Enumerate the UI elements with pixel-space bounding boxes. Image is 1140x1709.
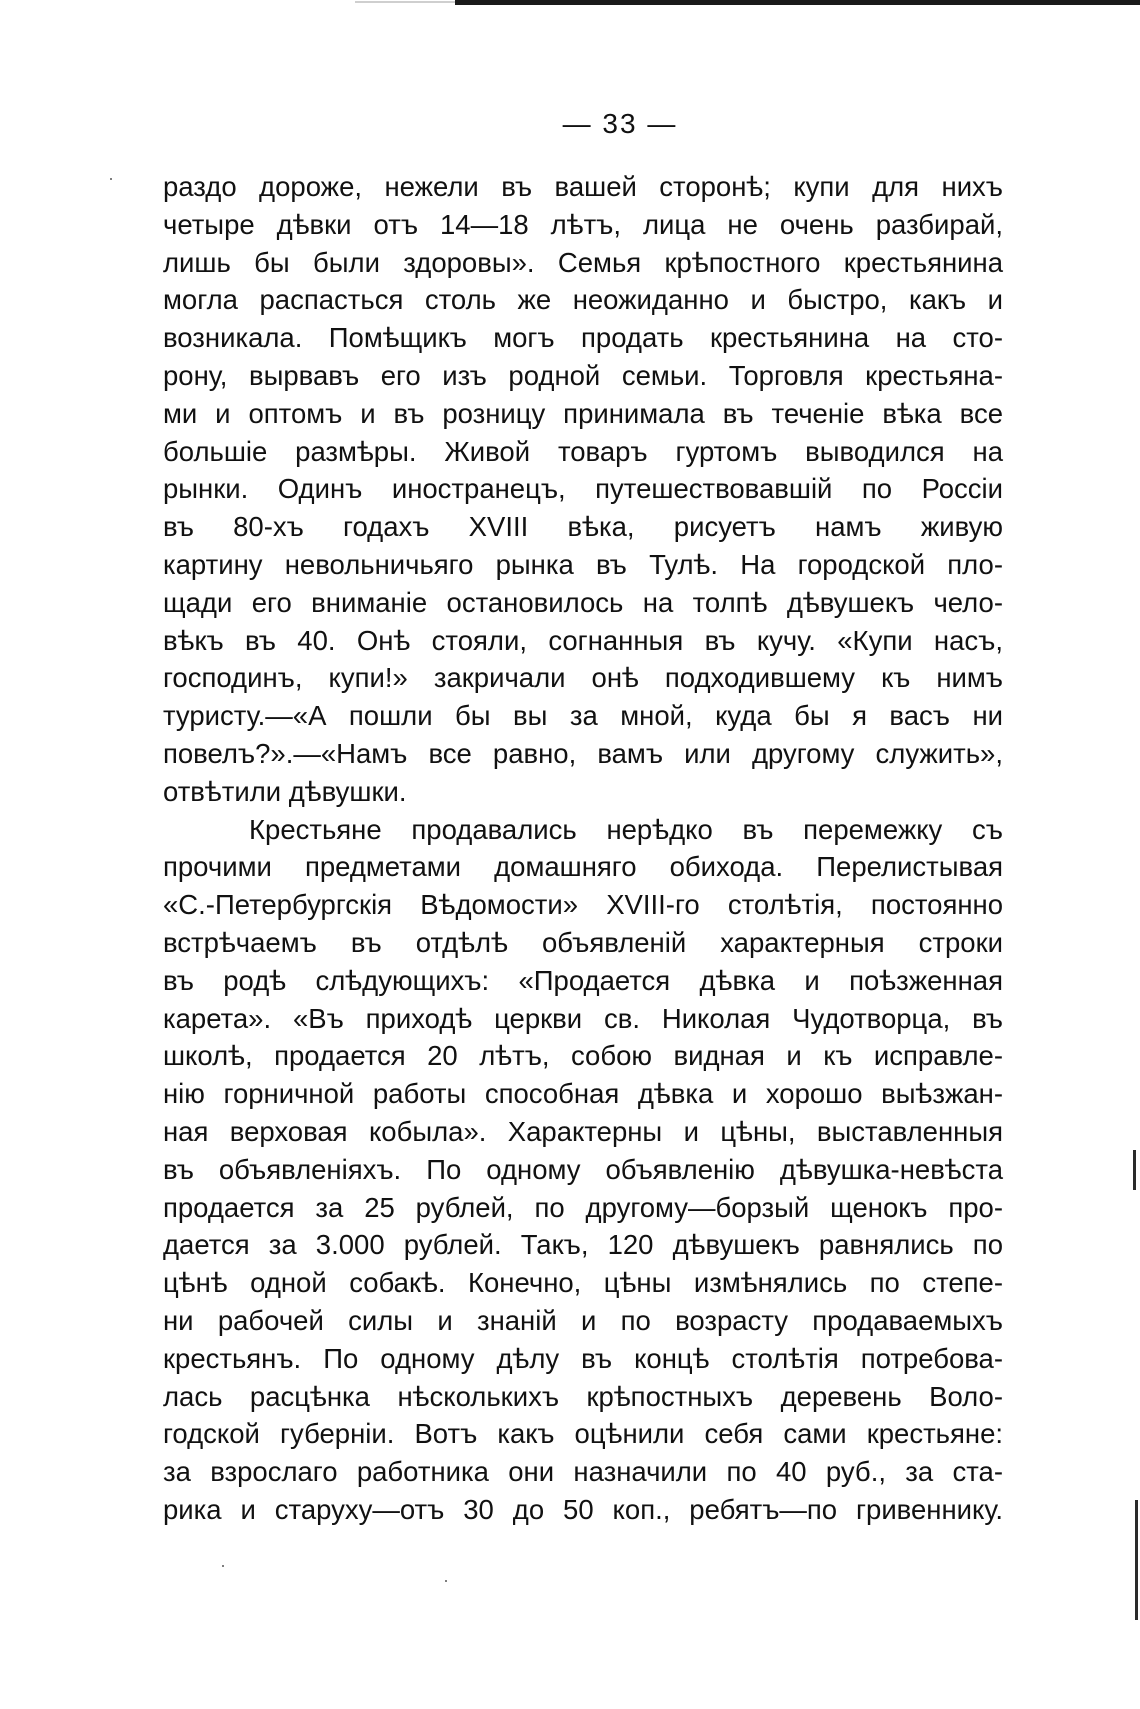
text-line: цѣнѣ одной собакѣ. Конечно, цѣны измѣнялись по степе- xyxy=(163,1267,1003,1299)
text-line: карета». «Въ приходѣ церкви св. Николая Чудотворца, въ xyxy=(163,1002,1003,1034)
text-line: продается за 25 рублей, по другому—борзый щенокъ про- xyxy=(163,1191,1003,1223)
paragraph-start-line: Крестьяне продавались нерѣдко въ перемежку съ xyxy=(249,813,1003,845)
text-line: рика и старуху—отъ 30 до 50 коп., ребятъ—по гривеннику. xyxy=(163,1493,1003,1525)
text-line: лишь бы были здоровы». Семья крѣпостного крестьянина xyxy=(163,246,1003,278)
text-line: картину невольничьяго рынка въ Тулѣ. На городской пло- xyxy=(163,548,1003,580)
text-line: «С.-Петербургскія Вѣдомости» XVIII-го столѣтія, постоянно xyxy=(163,889,1003,921)
top-edge-rule-faint xyxy=(355,1,455,3)
text-line: ная верховая кобыла». Характерны и цѣны, выставленныя xyxy=(163,1115,1003,1147)
body-text xyxy=(163,168,1003,1529)
text-line: годской губерніи. Вотъ какъ оцѣнили себя сами крестьяне: xyxy=(163,1418,1003,1450)
scan-speck xyxy=(222,1565,224,1567)
text-line: возникала. Помѣщикъ могъ продать крестьянина на сто- xyxy=(163,322,1003,354)
text-line: вѣкъ въ 40. Онѣ стояли, согнанныя въ кучу. «Купи насъ, xyxy=(163,624,1003,656)
text-line: могла распасться столь же неожиданно и быстро, какъ и xyxy=(163,284,1003,316)
text-line: нію горничной работы способная дѣвка и хорошо выѣзжан- xyxy=(163,1078,1003,1110)
scan-speck xyxy=(445,1580,447,1582)
text-line: ми и оптомъ и въ розницу принимала въ теченіе вѣка все xyxy=(163,397,1003,429)
text-line: рону, вырвавъ его изъ родной семьи. Торговля крестьяна- xyxy=(163,359,1003,391)
text-line: господинъ, купи!» закричали онѣ подходившему къ нимъ xyxy=(163,662,1003,694)
scan-edge-mark xyxy=(1133,1150,1136,1190)
text-line: въ объявленіяхъ. По одному объявленію дѣвушка-невѣста xyxy=(163,1153,1003,1185)
paragraph-end-line: отвѣтили дѣвушки. xyxy=(163,775,407,807)
text-line: въ 80-хъ годахъ XVIII вѣка, рисуетъ намъ живую xyxy=(163,511,1003,543)
text-line: четыре дѣвки отъ 14—18 лѣтъ, лица не очень разбирай, xyxy=(163,208,1003,240)
scan-edge-mark xyxy=(1135,1500,1138,1620)
text-line: большіе размѣры. Живой товаръ гуртомъ выводился на xyxy=(163,435,1003,467)
text-line: рынки. Одинъ иностранецъ, путешествовавшій по Россіи xyxy=(163,473,1003,505)
text-line: крестьянъ. По одному дѣлу въ концѣ столѣтія потребова- xyxy=(163,1342,1003,1374)
text-line: въ родѣ слѣдующихъ: «Продается дѣвка и поѣзженная xyxy=(163,964,1003,996)
text-line: прочими предметами домашняго обихода. Перелистывая xyxy=(163,851,1003,883)
text-line: повелъ?».—«Намъ все равно, вамъ или другому служить», xyxy=(163,737,1003,769)
text-line: школѣ, продается 20 лѣтъ, собою видная и къ исправле- xyxy=(163,1040,1003,1072)
page-number: — 33 — xyxy=(562,108,678,139)
scan-speck xyxy=(110,178,112,180)
text-line: щади его вниманіе остановилось на толпѣ дѣвушекъ чело- xyxy=(163,586,1003,618)
text-line: ни рабочей силы и знаній и по возрасту продаваемыхъ xyxy=(163,1304,1003,1336)
text-line: раздо дороже, нежели въ вашей сторонѣ; купи для нихъ xyxy=(163,171,1003,202)
text-line: за взрослаго работника они назначили по 40 руб., за ста- xyxy=(163,1456,1003,1488)
text-line: встрѣчаемъ въ отдѣлѣ объявленій характерныя строки xyxy=(163,926,1003,958)
text-line: туристу.—«А пошли бы вы за мной, куда бы я васъ ни xyxy=(163,700,1003,732)
text-line: дается за 3.000 рублей. Такъ, 120 дѣвушекъ равнялись по xyxy=(163,1229,1003,1261)
top-edge-rule xyxy=(455,0,1140,5)
text-line: лась расцѣнка нѣсколькихъ крѣпостныхъ деревень Воло- xyxy=(163,1380,1003,1412)
